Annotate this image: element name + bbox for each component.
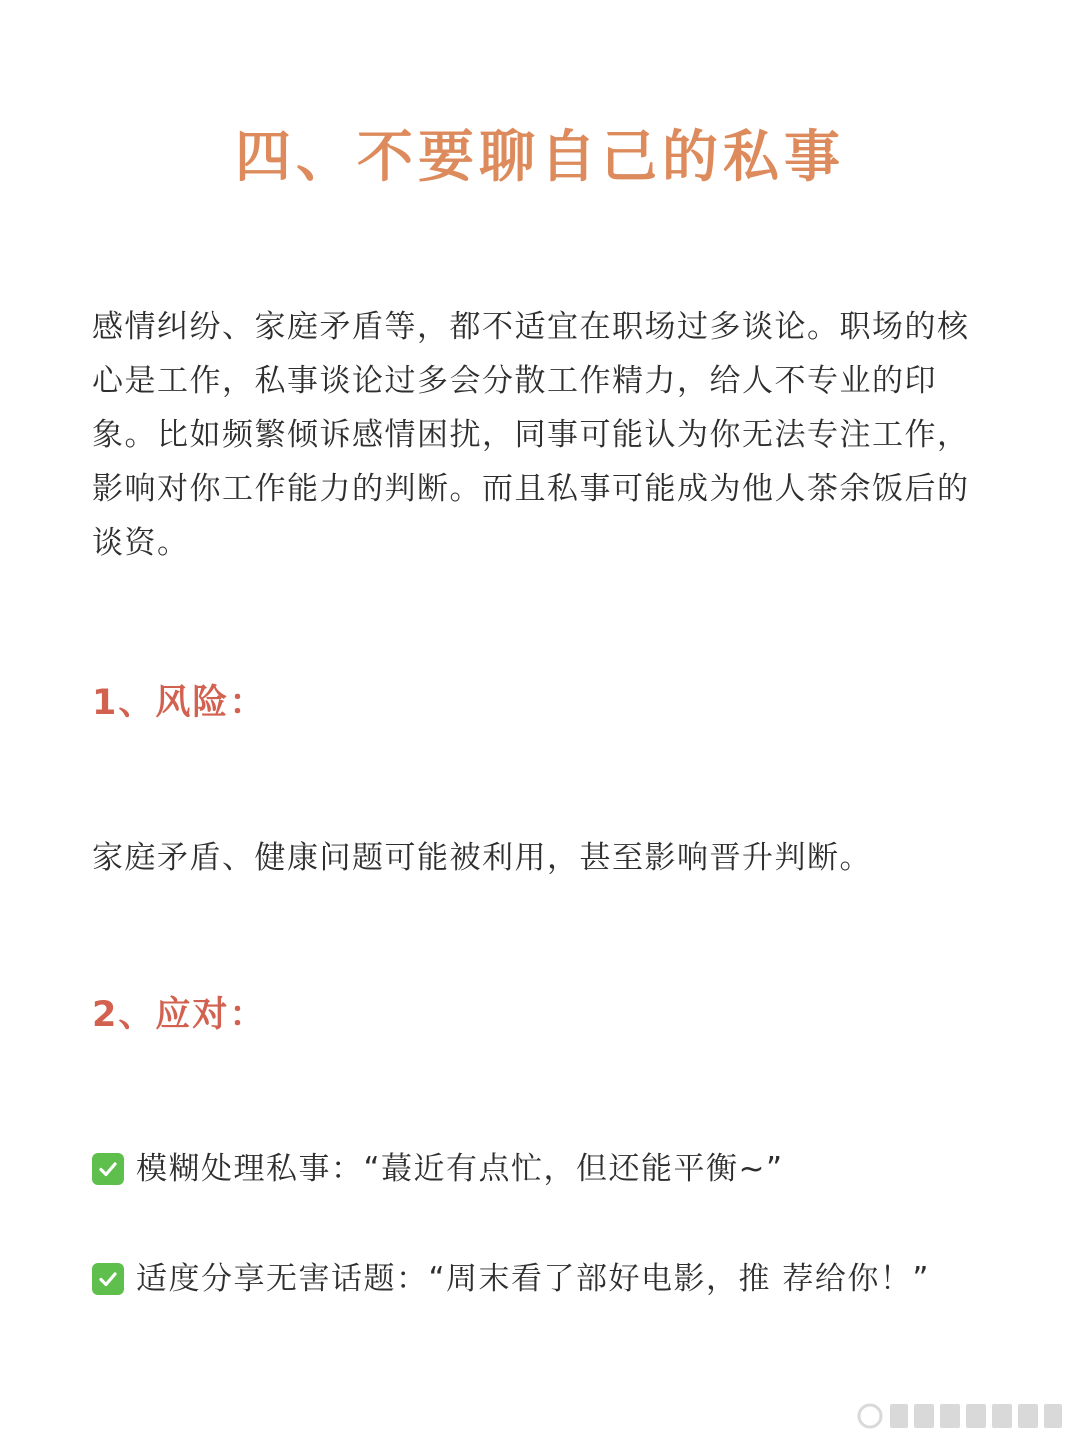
page-title: 四、不要聊自己的私事 [235,125,845,190]
section-heading-response: 2、应对： [92,995,267,1035]
intro-paragraph: 感情纠纷、家庭矛盾等，都不适宜在职场过多谈论。职场的核心是工作，私事谈论过多会分散工作精力，给人不专业的印象。比如频繁倾诉感情困扰，同事可能认为你无法专注工作，影响对你工作能力的判断。而且私事可能成为他人茶余饭后的谈资。 [92,309,970,561]
tip-text: 模糊处理私事：“蕞近有点忙，但还能平衡~” [136,1151,784,1187]
section-heading-risk: 1、风险： [92,683,267,723]
tip-item [92,1253,1052,1305]
risk-paragraph: 家庭矛盾、健康问题可能被利用，甚至影响晋升判断。 [92,840,872,876]
watermark-logo [856,1399,1066,1433]
check-mark-icon [92,1153,124,1185]
tip-text: 适度分享无害话题：“周末看了部好电影，推 荐给你！” [136,1261,930,1297]
tip-item [92,1143,1052,1195]
check-mark-icon [92,1263,124,1295]
